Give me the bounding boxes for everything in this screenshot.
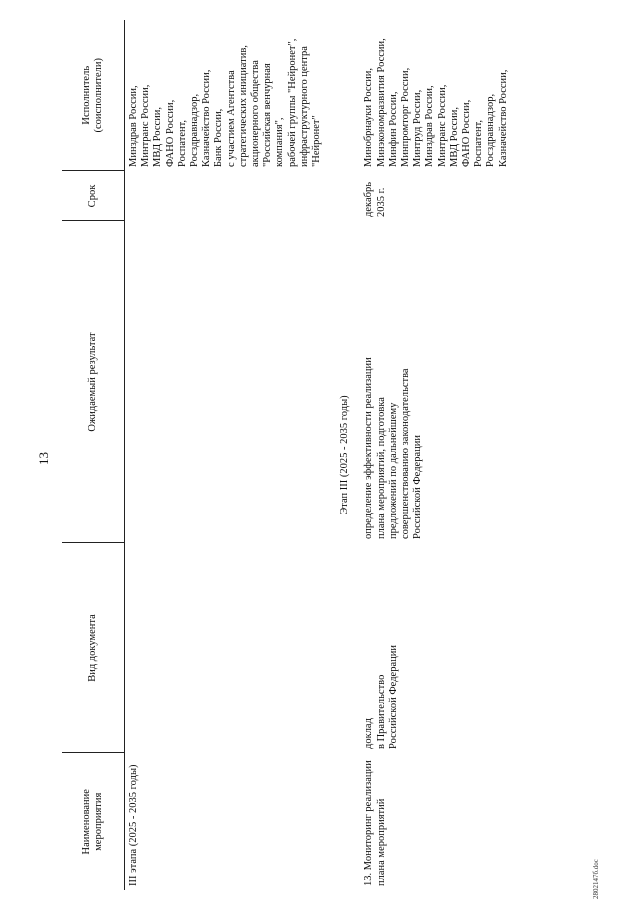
header-executors: Исполнитель (соисполнители) bbox=[62, 20, 125, 171]
measures-table bbox=[62, 20, 510, 890]
cell-doc-type: доклад в Правительство Российской Федерации bbox=[363, 645, 399, 749]
cell-result bbox=[125, 221, 324, 543]
cell-doc-type bbox=[125, 543, 324, 753]
cell-result: определение эффективности реализации плана мероприятий, подготовка предложений по дальнейшему совершенствованию законодательства Российской Федерации bbox=[363, 357, 424, 539]
cell-term bbox=[125, 171, 324, 221]
table-row bbox=[125, 20, 324, 890]
file-name: 2802147б.doc bbox=[592, 859, 600, 899]
page-number: 13 bbox=[36, 452, 51, 465]
cell-term: декабрь 2035 г. bbox=[363, 182, 387, 217]
header-term: Срок bbox=[62, 171, 125, 221]
header-row bbox=[62, 20, 125, 890]
header-result: Ожидаемый результат bbox=[62, 221, 125, 543]
stage-row bbox=[331, 20, 357, 890]
table-row bbox=[357, 20, 509, 890]
header-doc-type: Вид документа bbox=[62, 543, 125, 753]
header-name: Наименование мероприятия bbox=[62, 753, 125, 890]
cell-name: III этапа (2025 - 2035 годы) bbox=[128, 764, 139, 886]
stage-title: Этап III (2025 - 2035 годы) bbox=[339, 395, 351, 515]
cell-executors: Минобрнауки России, Минэкономразвития России, Минфин России, Минпромторг России, Минтруд России, Минздрав России, Минтранс России, МВД России, ФАНО России, Роспатент, Росздравнадзор, Казначейство России, bbox=[363, 38, 509, 167]
cell-executors: Минздрав России, Минтранс России, МВД России, ФАНО России, Роспатент, Росздравнадзор, Казначейство России, Банк России, с участием Агентства стратегических инициатив, акционерного общества "Российская венчурная компания", рабочей группы "Нейронет", инфраструктурного центра "Нейронет" bbox=[128, 38, 323, 167]
cell-name: 13. Мониторинг реализации плана мероприятий bbox=[363, 760, 387, 886]
